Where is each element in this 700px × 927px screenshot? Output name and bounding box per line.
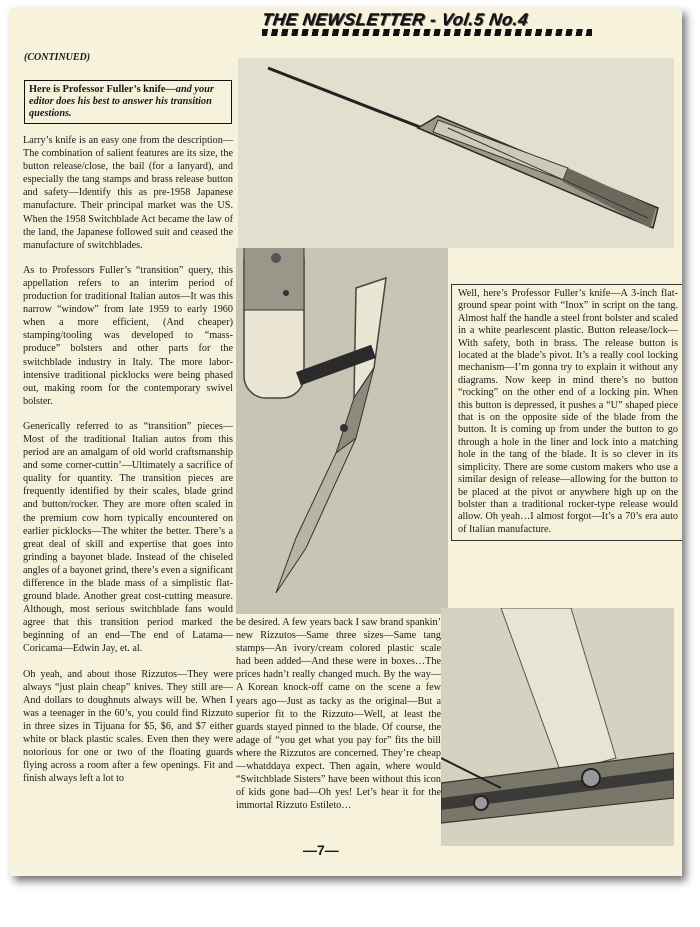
intro-lead: Here is Professor Fuller’s knife xyxy=(29,84,166,95)
paragraph: Oh yeah, and about those Rizzutos—They were always “just plain cheap” knives. They still are—And dollars to doughnuts always will be. When I was a teenager in the 60’s, you could find Rizzuto in three sizes in Tijuana for $5, $6, and $7 either white or black plastic scales. Even then they were notorious for one or two of the floating guards flying across a room after a few openings. Fit and finish always left a lot to xyxy=(23,668,233,785)
intro-box xyxy=(24,80,232,124)
newsletter-page xyxy=(10,8,682,876)
article-column-middle xyxy=(236,616,441,824)
editor-note: —and your editor does his best to answer his transition questions. xyxy=(29,84,214,119)
photo-knife-open-image xyxy=(236,248,448,614)
article-column-left xyxy=(23,134,233,797)
continued-label: (CONTINUED) xyxy=(24,52,91,63)
photo-tang-closeup-image xyxy=(441,608,674,846)
paragraph: be desired. A few years back I saw brand spankin’ new Rizzutos—Same three sizes—Same tang stamps—An ivory/cream colored plastic scale had been added—And these were in boxes…The prices hadn’t really changed much. By the way—A Korean knock-off came on the scene a few years ago—Just as tacky as the original—But a superior fit to the Rizzuto—Well, at least the guards stayed pinned to the blade. Of course, the adage of “you get what you pay for” fits the bill where the Rizzutos are concerned. They’re cheap—whatddaya expect. Then again, where would “Switchblade Sisters” have been without this icon of kids gone bad—Oh yes! Let’s hear it for the immortal Rizzuto Estileto… xyxy=(236,617,441,812)
photo-caption: Well, here’s Professor Fuller’s knife—A 3-inch flat-ground spear point with “Inox” in script on the tang. Almost half the handle a steel front bolster and scaled in a white pearlescent plastic. Button release/lock—With safety, both in brass. The release button is located at the blade’s pivot. It’s a really cool locking mechanism—I’m gonna try to explain it without any diagrams. Now keep in mind there’s no button “rocking” on the other end of a locking pin. When this button is depressed, it pushes a “U” shaped piece that is on the opposite side of the blade from the button. It is coming up from under the button to go through a hole in the liner and lock into a matching hole in the tang of the blade. It is so clever in its simplicity. There are some custom makers who use a similar design of release—allowing for the button to be placed at the pivot or anywhere high up on the bolster than a traditional rocker-type release would allow. Oh yeah…I almost forgot—It’s a 70’s era auto of Italian manufacture. xyxy=(451,284,682,541)
photo-tang-closeup xyxy=(441,608,674,846)
photo-knife-open xyxy=(236,248,448,614)
photo-knife-closed xyxy=(238,58,674,248)
page-number: —7— xyxy=(303,842,339,858)
photo-knife-closed-image xyxy=(238,58,674,248)
paragraph: Larry’s knife is an easy one from the description—The combination of salient features are its size, the button release/close, the bail (for a lanyard), and especially the tang stamps and brass release button and safety—Identify this as pre-1958 Japanese manufacture. Their principal market was the US. When the 1958 Switchblade Act became the law of the land, the Japanese followed suit and ceased the manufacture of switchblades. xyxy=(23,135,233,251)
paragraph: As to Professors Fuller’s “transition” query, this appellation refers to an interim period of production for traditional Italian autos—It was this narrow “window” from late 1959 to early 1960 when a more efficient, (And cheaper) stamping/tooling was developed to “mass-produce” bolsters and other parts for the switchblade industry in Italy. The more labor-intensive traditional picklocks were being phased out, making room for the contemporary swivel bolster. xyxy=(23,264,233,407)
paragraph: Generically referred to as “transition” pieces—Most of the traditional Italian autos from this period are an amalgam of old world craftsmanship and some corner-cuttin’—Ultimately a sacrifice of quality for quantity. The transition pieces are frequently identified by their scales, blade grind and button/rocker. They are more often scaled in the premium cow horn typically encountered on earlier picklocks—The whiter the better. There’s a great deal of skill and expertise that goes into grinding a bayonet blade. Instead of the chiseled angles of a bayonet grind, there’s even a significant difference in the blade mass of a simplistic flat-ground blade. Another great cost-cutting measure. Although, most serious switchblade fans would agree that this transition period marked the beginning of an end—The end of Latama—Coricama—Edwin Jay, et. al. xyxy=(23,420,233,655)
masthead xyxy=(262,10,592,36)
masthead-title: THE NEWSLETTER - Vol.5 No.4 xyxy=(260,10,530,29)
masthead-stripes xyxy=(262,29,592,36)
